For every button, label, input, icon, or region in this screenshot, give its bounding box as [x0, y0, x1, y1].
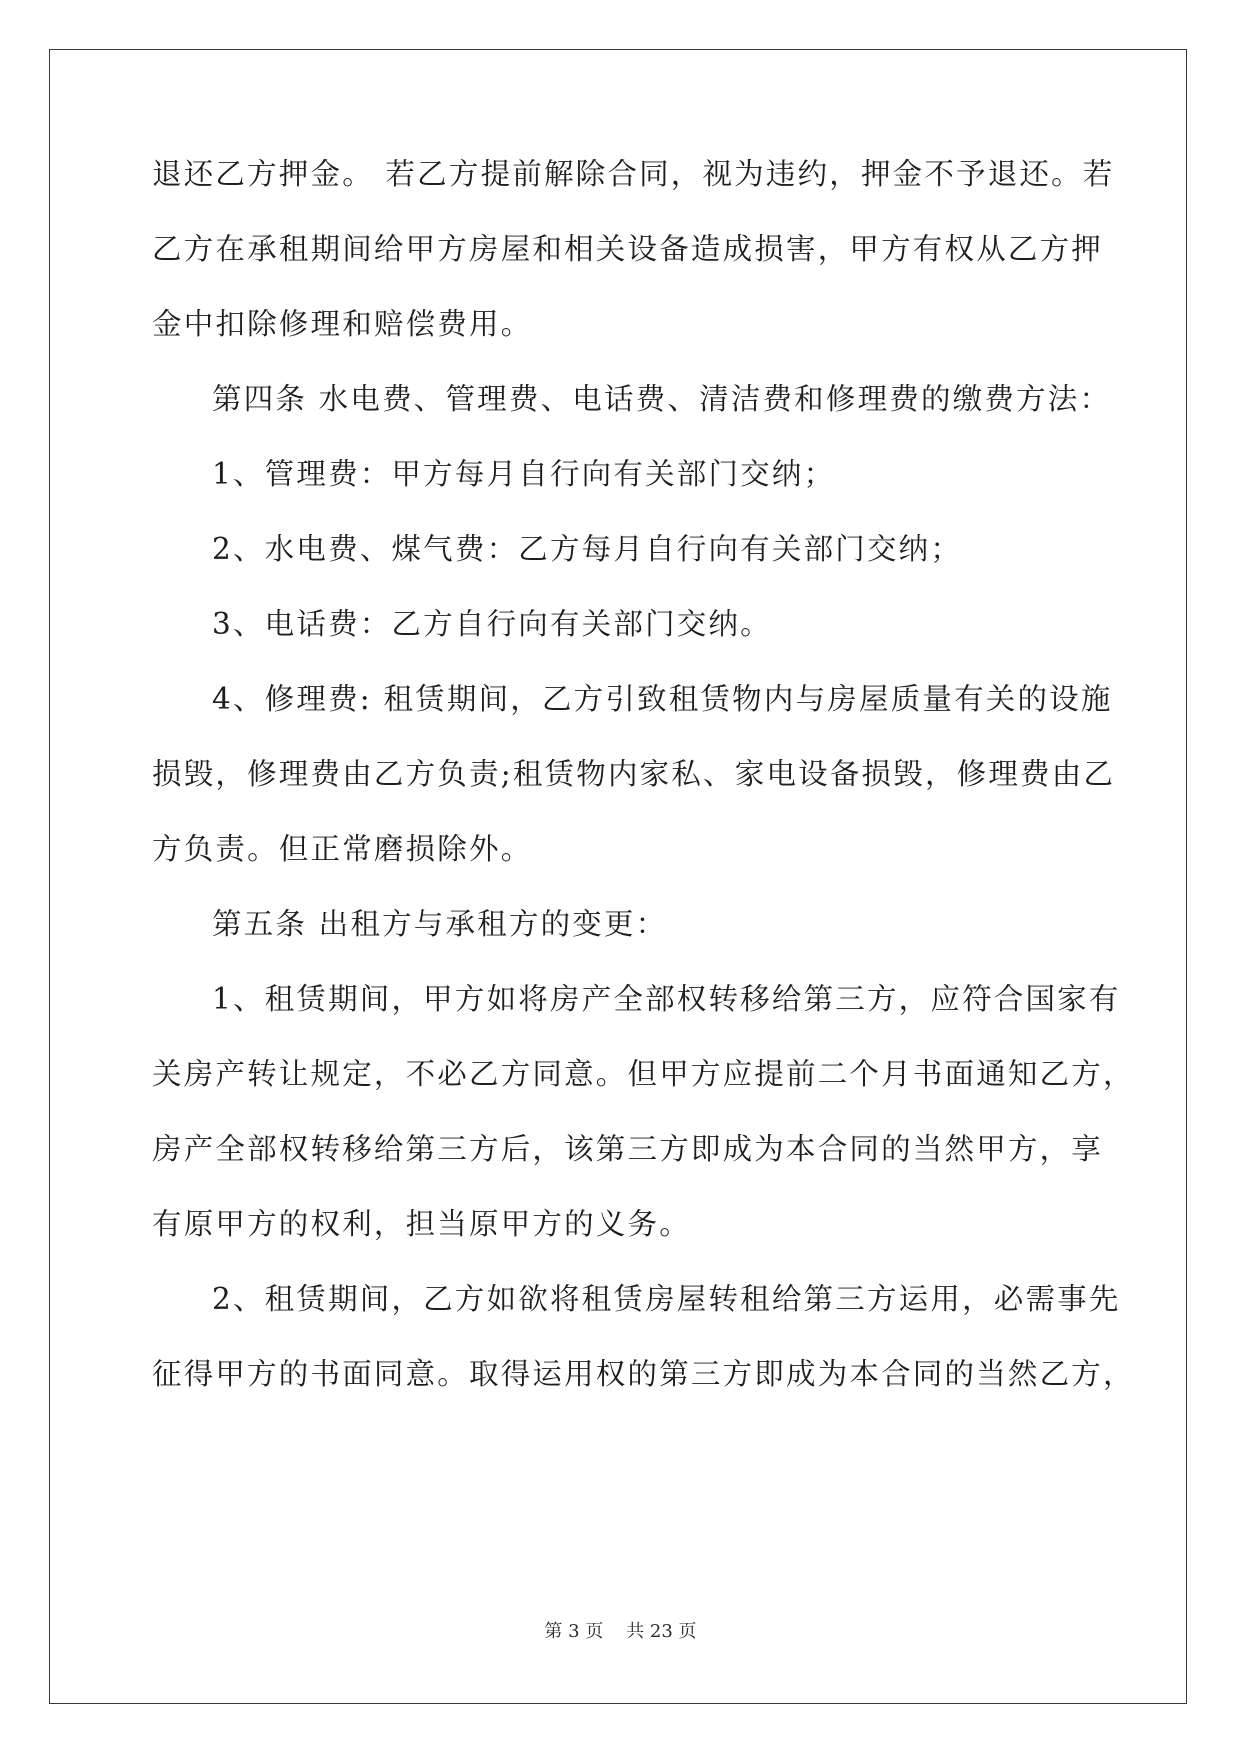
list-item-lessor-change: 1、租赁期间，甲方如将房产全部权转移给第三方，应符合国家有: [212, 982, 1121, 1016]
article-5-heading: 第五条 出租方与承租方的变更：: [212, 907, 668, 941]
body-line-10: 方负责。但正常磨损除外。: [152, 832, 533, 866]
list-item-phone-fee: 3、电话费：乙方自行向有关部门交纳。: [212, 607, 772, 641]
body-line-17: 征得甲方的书面同意。取得运用权的第三方即成为本合同的当然乙方，: [152, 1357, 1135, 1391]
page-number-footer: 第 3 页 共 23 页: [544, 1621, 697, 1642]
list-item-lessee-change: 2、租赁期间，乙方如欲将租赁房屋转租给第三方运用，必需事先: [212, 1282, 1121, 1316]
body-line-13: 关房产转让规定，不必乙方同意。但甲方应提前二个月书面通知乙方，: [152, 1057, 1135, 1091]
list-item-repair-fee: 4、修理费: 租赁期间，乙方引致租赁物内与房屋质量有关的设施: [212, 682, 1113, 716]
body-line-15: 有原甲方的权利，担当原甲方的义务。: [152, 1207, 691, 1241]
list-item-utilities-fee: 2、水电费、煤气费：乙方每月自行向有关部门交纳；: [212, 532, 963, 566]
body-line-14: 房产全部权转移给第三方后，该第三方即成为本合同的当然甲方，享: [152, 1132, 1104, 1166]
list-item-management-fee: 1、管理费：甲方每月自行向有关部门交纳；: [212, 457, 836, 491]
body-line-3: 金中扣除修理和赔偿费用。: [152, 307, 533, 341]
article-4-heading: 第四条 水电费、管理费、电话费、清洁费和修理费的缴费方法：: [212, 382, 1112, 416]
body-line-9: 损毁，修理费由乙方负责;租赁物内家私、家电设备损毁，修理费由乙: [152, 757, 1116, 791]
body-line-1: 退还乙方押金。 若乙方提前解除合同，视为违约，押金不予退还。若: [152, 157, 1115, 191]
body-line-2: 乙方在承租期间给甲方房屋和相关设备造成损害，甲方有权从乙方押: [152, 232, 1104, 266]
page-border: [49, 49, 1187, 1704]
